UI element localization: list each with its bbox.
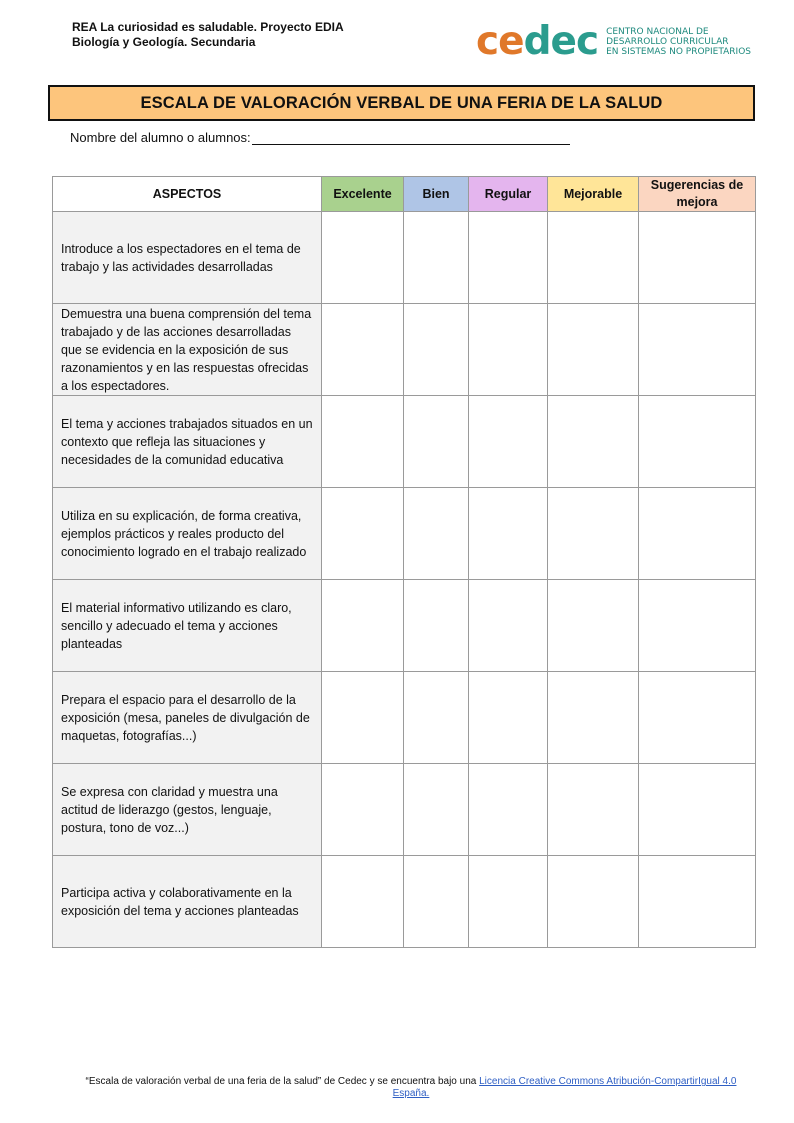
page-title: ESCALA DE VALORACIÓN VERBAL DE UNA FERIA DE LA SALUD xyxy=(48,85,755,121)
suggestion-cell[interactable] xyxy=(639,304,756,396)
rubric-table xyxy=(52,176,756,948)
license-footer xyxy=(66,1076,756,1100)
rating-cell-bien[interactable] xyxy=(404,212,469,304)
rating-cell-mejorable[interactable] xyxy=(548,856,639,948)
suggestion-cell[interactable] xyxy=(639,212,756,304)
logo-text-teal: dec xyxy=(523,19,599,64)
table-row xyxy=(53,764,756,856)
aspect-cell: Participa activa y colaborativamente en la exposición del tema y acciones planteadas xyxy=(53,856,322,948)
suggestion-cell[interactable] xyxy=(639,396,756,488)
rating-cell-bien[interactable] xyxy=(404,764,469,856)
logo-text-orange: ce xyxy=(476,19,524,64)
table-row xyxy=(53,488,756,580)
rating-cell-regular[interactable] xyxy=(469,856,548,948)
rating-cell-excelente[interactable] xyxy=(322,580,404,672)
column-header-sugerencias: Sugerencias de mejora xyxy=(639,177,756,212)
aspect-cell: Introduce a los espectadores en el tema de trabajo y las actividades desarrolladas xyxy=(53,212,322,304)
rating-cell-excelente[interactable] xyxy=(322,396,404,488)
document-header xyxy=(72,20,344,50)
logo-sub-line: DESARROLLO CURRICULAR xyxy=(606,37,729,47)
rating-cell-mejorable[interactable] xyxy=(548,764,639,856)
rating-cell-bien[interactable] xyxy=(404,396,469,488)
cedec-logo-wordmark xyxy=(476,19,599,64)
rating-cell-bien[interactable] xyxy=(404,580,469,672)
rating-cell-regular[interactable] xyxy=(469,672,548,764)
cedec-logo-subtitle xyxy=(606,27,751,57)
table-row xyxy=(53,580,756,672)
aspect-cell: El tema y acciones trabajados situados en un contexto que refleja las situaciones y necesidades de la comunidad educativa xyxy=(53,396,322,488)
rating-cell-regular[interactable] xyxy=(469,212,548,304)
license-link[interactable]: Licencia Creative Commons Atribución-CompartirIgual 4.0 España. xyxy=(392,1076,737,1099)
rating-cell-regular[interactable] xyxy=(469,488,548,580)
rating-cell-bien[interactable] xyxy=(404,672,469,764)
column-header-regular: Regular xyxy=(469,177,548,212)
table-row xyxy=(53,212,756,304)
student-name-row xyxy=(70,130,570,145)
rating-cell-mejorable[interactable] xyxy=(548,672,639,764)
aspect-cell: Demuestra una buena comprensión del tema trabajado y de las acciones desarrolladas que se evidencia en la exposición de sus razonamientos y en las respuestas ofrecidas a los espectadores. xyxy=(53,304,322,396)
column-header-mejorable: Mejorable xyxy=(548,177,639,212)
rating-cell-excelente[interactable] xyxy=(322,672,404,764)
rating-cell-regular[interactable] xyxy=(469,580,548,672)
aspect-cell: El material informativo utilizando es claro, sencillo y adecuado el tema y acciones planteadas xyxy=(53,580,322,672)
aspect-cell: Prepara el espacio para el desarrollo de la exposición (mesa, paneles de divulgación de maquetas, fotografías...) xyxy=(53,672,322,764)
header-project-line: REA La curiosidad es saludable. Proyecto EDIA xyxy=(72,20,344,34)
student-name-label: Nombre del alumno o alumnos: xyxy=(70,130,251,145)
rating-cell-bien[interactable] xyxy=(404,856,469,948)
license-text: “Escala de valoración verbal de una feria de la salud” de Cedec y se encuentra bajo una xyxy=(85,1076,480,1087)
suggestion-cell[interactable] xyxy=(639,672,756,764)
column-header-aspectos: ASPECTOS xyxy=(53,177,322,212)
cedec-logo xyxy=(476,19,751,64)
rating-cell-excelente[interactable] xyxy=(322,212,404,304)
rating-cell-mejorable[interactable] xyxy=(548,396,639,488)
rating-cell-bien[interactable] xyxy=(404,488,469,580)
logo-sub-line: CENTRO NACIONAL DE xyxy=(606,27,709,37)
rating-cell-mejorable[interactable] xyxy=(548,304,639,396)
rating-cell-mejorable[interactable] xyxy=(548,580,639,672)
table-row xyxy=(53,304,756,396)
suggestion-cell[interactable] xyxy=(639,764,756,856)
table-row xyxy=(53,396,756,488)
rating-cell-excelente[interactable] xyxy=(322,764,404,856)
table-header-row xyxy=(53,177,756,212)
suggestion-cell[interactable] xyxy=(639,856,756,948)
logo-sub-line: EN SISTEMAS NO PROPIETARIOS xyxy=(606,47,751,57)
rating-cell-mejorable[interactable] xyxy=(548,488,639,580)
student-name-field[interactable] xyxy=(252,130,570,145)
suggestion-cell[interactable] xyxy=(639,488,756,580)
rating-cell-regular[interactable] xyxy=(469,764,548,856)
aspect-cell: Se expresa con claridad y muestra una actitud de liderazgo (gestos, lenguaje, postura, tono de voz...) xyxy=(53,764,322,856)
rating-cell-excelente[interactable] xyxy=(322,488,404,580)
rating-cell-excelente[interactable] xyxy=(322,304,404,396)
table-row xyxy=(53,856,756,948)
aspect-cell: Utiliza en su explicación, de forma creativa, ejemplos prácticos y reales producto del conocimiento logrado en el trabajo realizado xyxy=(53,488,322,580)
rating-cell-regular[interactable] xyxy=(469,396,548,488)
column-header-bien: Bien xyxy=(404,177,469,212)
rating-cell-bien[interactable] xyxy=(404,304,469,396)
suggestion-cell[interactable] xyxy=(639,580,756,672)
rating-cell-excelente[interactable] xyxy=(322,856,404,948)
header-subject-line: Biología y Geología. Secundaria xyxy=(72,35,256,49)
table-row xyxy=(53,672,756,764)
rating-cell-mejorable[interactable] xyxy=(548,212,639,304)
rating-cell-regular[interactable] xyxy=(469,304,548,396)
column-header-excelente: Excelente xyxy=(322,177,404,212)
